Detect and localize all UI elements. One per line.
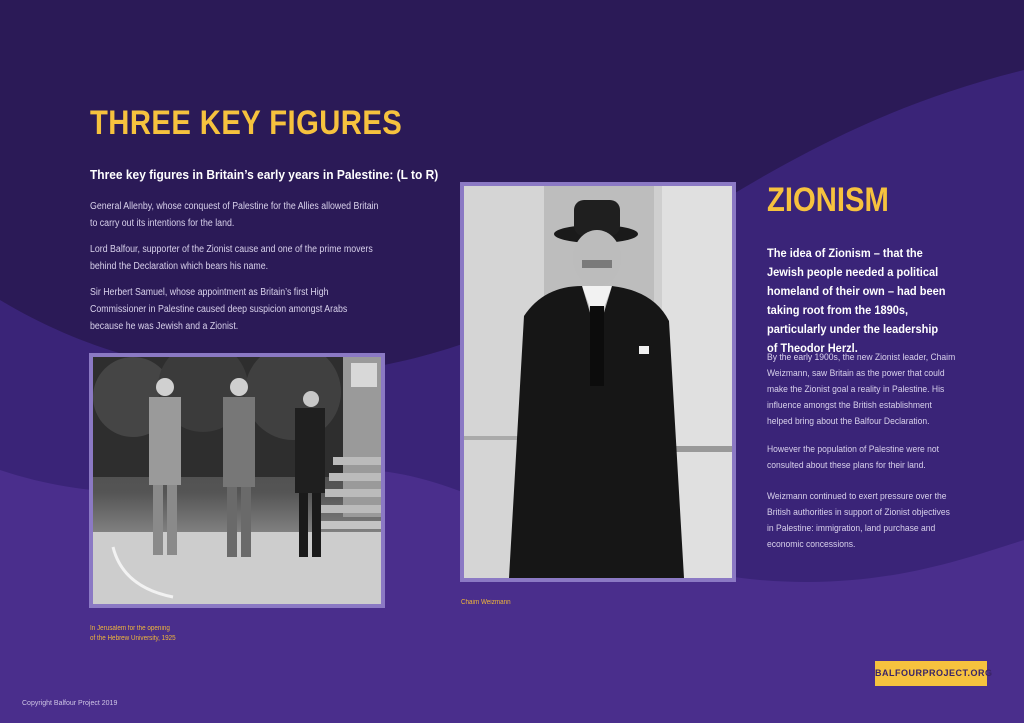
balfour-project-link-button[interactable]: BALFOURPROJECT.ORG [875,661,987,686]
zionism-paragraph-1: By the early 1900s, the new Zionist leader, Chaim Weizmann, saw Britain as the power that could make the Zionist goal a reality in Palestine. His influence amongst the British establishment helped bring about the Balfour Declaration. [767,352,956,427]
three-figures-caption [90,624,198,644]
key-figures-subheading: Three key figures in Britain’s early years in Palestine: (L to R) [90,167,439,182]
caption-line-1: In Jerusalem for the opening [90,625,170,632]
zionism-paragraph-3: Weizmann continued to exert pressure over the British authorities in support of Zionist objectives in Palestine: immigration, land purchase and economic concessions. [767,491,950,550]
paragraph-balfour: Lord Balfour, supporter of the Zionist cause and one of the prime movers behind the Declaration which bears his name. [90,244,373,272]
paragraph-allenby: General Allenby, whose conquest of Palestine for the Allies allowed Britain to carry out its intentions for the land. [90,201,379,229]
weizmann-photo-frame [460,182,736,582]
caption-line-2: of the Hebrew University, 1925 [90,635,176,642]
zionism-lead: The idea of Zionism – that the Jewish people needed a political homeland of their own – had been taking root from the 1890s, particularly under the leadership of Theodor Herzl. [767,246,946,355]
zionism-title: ZIONISM [767,181,889,219]
three-figures-photo-frame [89,353,385,608]
paragraph-samuel: Sir Herbert Samuel, whose appointment as Britain’s first High Commissioner in Palestine caused deep suspicion amongst Arabs because he was Jewish and a Zionist. [90,287,348,332]
zionism-paragraph-2: However the population of Palestine were not consulted about these plans for their land. [767,444,940,471]
three-figures-photo [93,357,381,604]
page-title: THREE KEY FIGURES [90,104,403,142]
copyright-text: Copyright Balfour Project 2019 [22,700,118,707]
weizmann-photo [464,186,732,578]
weizmann-caption: Chaim Weizmann [461,599,511,606]
